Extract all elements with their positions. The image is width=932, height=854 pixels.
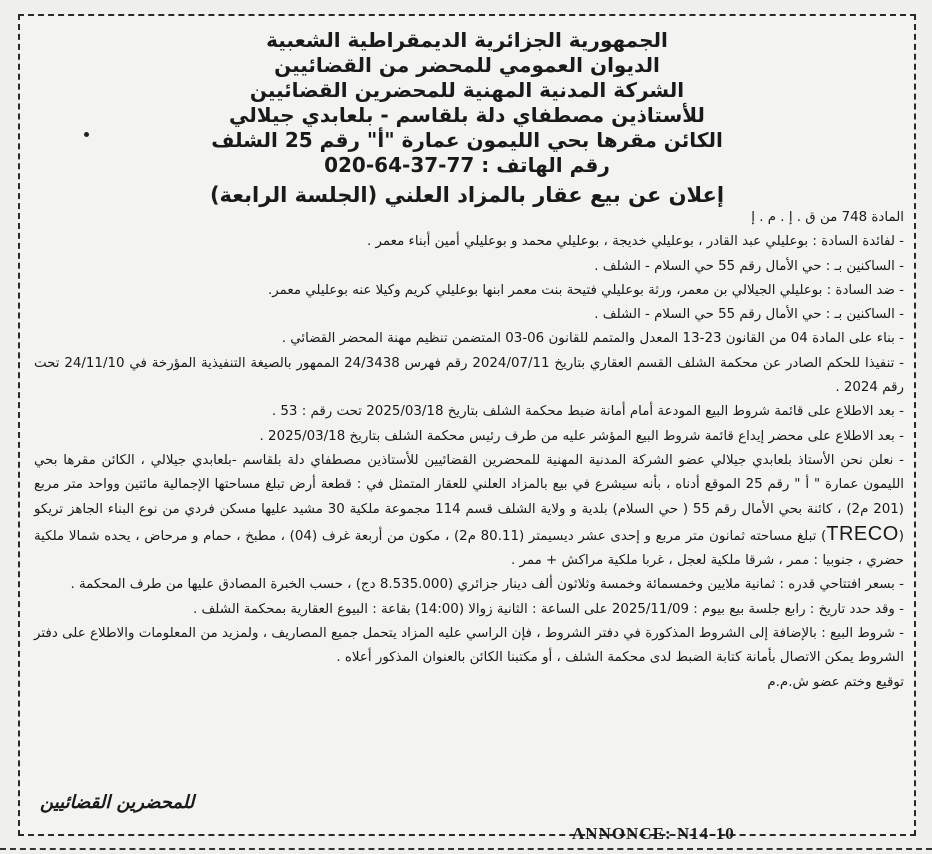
announcement-frame xyxy=(18,14,916,843)
announcement-title: إعلان عن بيع عقار بالمزاد العلني (الجلسة الرابعة) xyxy=(209,183,725,207)
property-description-part2: ) تبلغ مساحته ثمانون متر مربع و إحدى عشر ديسيمتر (80.11 م2) ، مكون من أربعة غرف (04) ، مطبخ ، حمام و مرحاض ، يحده شمالا ملكية حضري ، جنوبيا : ممر ، شرقا ملكية لعجل ، غربا ملكية مراكش + ممر . xyxy=(34,528,904,569)
defendants-address: - الساكنين بـ : حي الأمال رقم 55 حي السلام - الشلف . xyxy=(594,307,904,323)
article-reference: المادة 748 من ق . إ . م . إ xyxy=(751,210,904,225)
header-line-office: الديوان العمومي للمحضر من القضائيين xyxy=(274,53,660,77)
bailiffs-signature: للمحضرين القضائيين xyxy=(40,792,195,813)
legal-basis: - بناء على المادة 04 من القانون 23-13 المعدل والمتمم للقانون 06-03 المتضمن تنظيم مهنة المحضر القضائي . xyxy=(281,331,904,347)
header xyxy=(20,28,914,210)
annonce-number: ANNONCE: N14-10 xyxy=(572,824,735,843)
header-line-company: الشركة المدنية المهنية للمحضرين القضائيين xyxy=(249,78,685,102)
property-description xyxy=(34,449,904,573)
header-line-bailiffs: للأستاذين مصطفاي دلة بلقاسم - بلعابدي جيلالي xyxy=(229,103,705,127)
conditions-list-deposit: - بعد الاطلاع على قائمة شروط البيع المودعة أمام أمانة ضبط محكمة الشلف بتاريخ 2025/03/18 تحت رقم : 53 . xyxy=(271,404,904,420)
judgment-execution: - تنفيذا للحكم الصادر عن محكمة الشلف القسم العقاري بتاريخ 2024/07/11 رقم فهرس 24/3438 الممهور بالصيغة التنفيذية المؤرخة في 24/11/10 تحت رقم 2024 . xyxy=(34,355,905,396)
session-date: - وقد حدد تاريخ : رابع جلسة بيع بيوم : 2025/11/09 على الساعة : الثانية زوالا (14:00) بقاعة : البيوع العقارية بمحكمة الشلف . xyxy=(192,601,904,617)
property-description-part1: - نعلن نحن الأستاذ بلعابدي جيلالي عضو الشركة المدنية المهنية للمحضرين القضائيين للأستاذين مصطفاي دلة بلقاسم -بلعابدي جيلالي ، الكائن مقرها بحي الليمون عمارة " أ " رقم 25 الموقع أدناه ، بأنه سيشرع في بيع بالمزاد العلني للعقار المتمثل في : قطعة أرض تبلغ مساحتها الإجمالية مائتين وواحد متر مربع (201 م2) ، كائنة بحي الأمال رقم 55 ( حي السلام) بلدية و ولاية الشلف قسم 114 مجموعة ملكية 30 مشيد عليها مسكن فردي من نوع البناء الجاهز تريكو ( xyxy=(34,452,904,544)
header-line-phone: رقم الهاتف : 77-37-64-020 xyxy=(324,153,610,177)
dot-mark xyxy=(84,132,89,137)
sale-conditions: - شروط البيع : بالإضافة إلى الشروط المذكورة في دفتر الشروط ، فإن الراسي عليه المزاد يتحمل جميع المصاريف ، ولمزيد من المعلومات والاطلاع على دفتر الشروط يمكن الاتصال بأمانة كتابة الضبط لدى محكمة الشلف ، أو مكتبنا الكائن بالعنوان المذكور أعلاه . xyxy=(34,626,904,666)
signature-note: توقيع وختم عضو ش.م.م xyxy=(767,674,904,690)
opening-price: - بسعر افتتاحي قدره : ثمانية ملايين وخمسمائة وخمسة وثلاثون ألف دينار جزائري (8.535.000 دج) ، حسب الخبرة المصادق عليها من طرف المحكمة . xyxy=(70,577,904,593)
beneficiaries-address: - الساكنين بـ : حي الأمال رقم 55 حي السلام - الشلف . xyxy=(594,258,904,274)
bottom-divider xyxy=(0,848,932,850)
header-line-address: الكائن مقرها بحي الليمون عمارة "أ" رقم 25 الشلف xyxy=(211,128,723,152)
treco-label: TRECO xyxy=(826,522,899,545)
conditions-minutes: - بعد الاطلاع على محضر إيداع قائمة شروط البيع المؤشر عليه من طرف رئيس محكمة الشلف بتاريخ 2025/03/18 . xyxy=(259,428,904,444)
announcement-body xyxy=(34,206,904,695)
defendants: - ضد السادة : بوعليلي الجيلالي بن معمر، ورثة بوعليلي فتيحة بنت معمر ابنها بوعليلي كريم وكيلا عنه بوعليلي معمر. xyxy=(267,282,904,298)
beneficiaries: - لفائدة السادة : بوعليلي عبد القادر ، بوعليلي خديجة ، بوعليلي محمد و بوعليلي أمين أبناء معمر . xyxy=(367,234,904,250)
header-line-republic: الجمهورية الجزائرية الديمقراطية الشعبية xyxy=(266,28,668,52)
